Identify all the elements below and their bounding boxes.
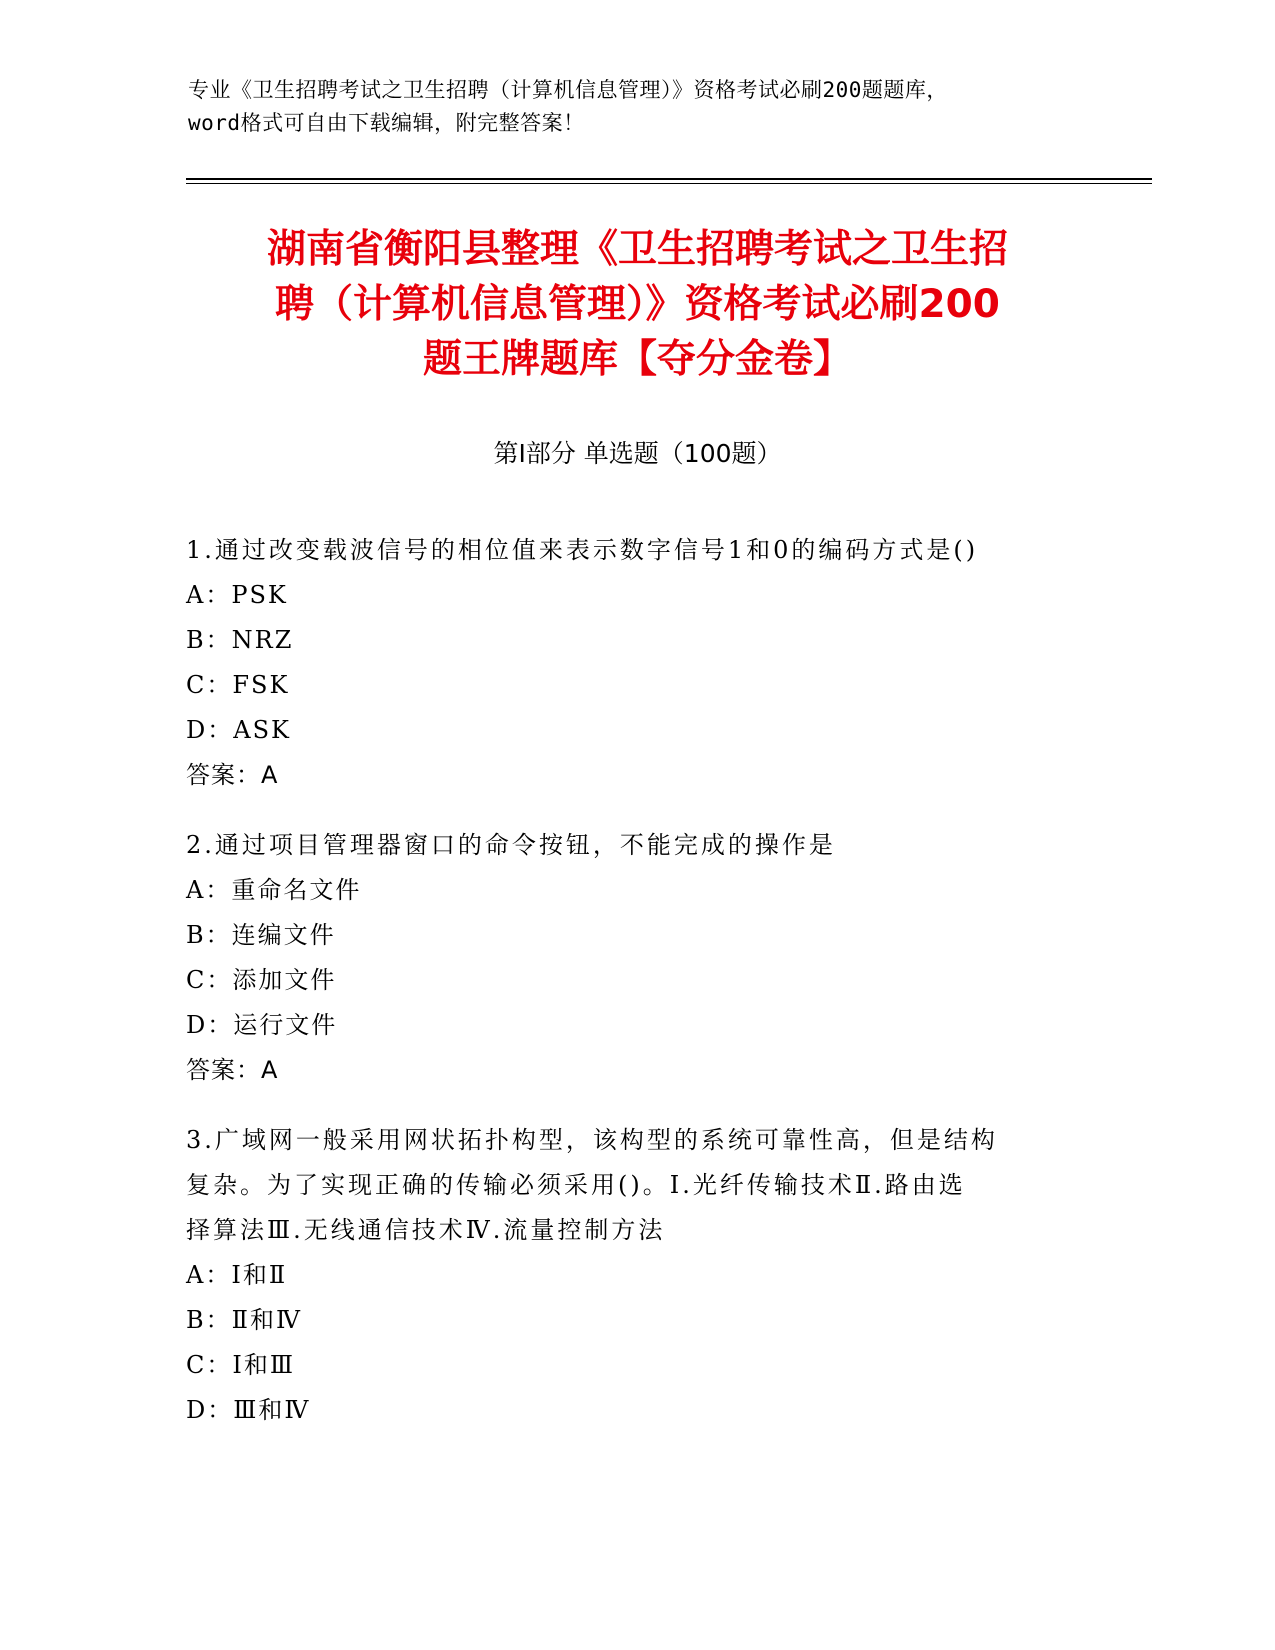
- header-note-line-1: 专业《卫生招聘考试之卫生招聘（计算机信息管理）》资格考试必刷200题题库，: [188, 78, 948, 102]
- question-2: [186, 823, 1086, 1093]
- option-key: C：: [186, 1351, 233, 1379]
- question-1: [186, 528, 1086, 798]
- option-text: Ⅲ和Ⅳ: [233, 1396, 311, 1424]
- option-key: A：: [186, 581, 232, 609]
- option-key: C：: [186, 966, 233, 994]
- option-key: A：: [186, 876, 232, 904]
- question-stem-line-1: 3.广域网一般采用网状拓扑构型，该构型的系统可靠性高，但是结构: [186, 1126, 998, 1154]
- question-stem-line-3: 择算法Ⅲ.无线通信技术Ⅳ.流量控制方法: [186, 1216, 666, 1244]
- answer-label: 答案：A: [186, 761, 279, 789]
- header-rule-thick: [186, 178, 1152, 180]
- option-key: D：: [186, 716, 234, 744]
- question-list: [186, 528, 1086, 1458]
- header-note: [188, 74, 1088, 140]
- option-text: 运行文件: [233, 1011, 338, 1039]
- option-text: Ⅰ和Ⅱ: [231, 1261, 288, 1289]
- option-d: [186, 1003, 1086, 1048]
- option-a: [186, 868, 1086, 913]
- question-stem-line-2: 复杂。为了实现正确的传输必须采用()。Ⅰ.光纤传输技术Ⅱ.路由选: [186, 1171, 966, 1199]
- option-text: NRZ: [231, 626, 294, 654]
- option-key: A：: [186, 1261, 232, 1289]
- option-key: B：: [186, 626, 232, 654]
- option-text: 添加文件: [232, 966, 337, 994]
- option-b: [186, 913, 1086, 958]
- option-text: Ⅱ和Ⅳ: [231, 1306, 302, 1334]
- option-text: Ⅰ和Ⅲ: [232, 1351, 295, 1379]
- section-heading: 第Ⅰ部分 单选题（100题）: [493, 439, 782, 468]
- option-b: [186, 1298, 1086, 1343]
- title-line-3: 题王牌题库【夺分金卷】: [422, 337, 852, 382]
- option-a: [186, 573, 1086, 618]
- option-key: D：: [186, 1011, 234, 1039]
- question-3: [186, 1118, 1086, 1433]
- option-d: [186, 1388, 1086, 1433]
- option-text: ASK: [233, 716, 291, 744]
- document-title: [170, 222, 1105, 387]
- option-b: [186, 618, 1086, 663]
- header-rule-thin: [186, 183, 1152, 184]
- option-a: [186, 1253, 1086, 1298]
- option-text: FSK: [232, 671, 290, 699]
- title-line-1: 湖南省衡阳县整理《卫生招聘考试之卫生招: [266, 227, 1008, 272]
- question-stem: 2.通过项目管理器窗口的命令按钮，不能完成的操作是: [186, 831, 836, 859]
- option-text: 重命名文件: [231, 876, 362, 904]
- answer-label: 答案：A: [186, 1056, 279, 1084]
- option-c: [186, 1343, 1086, 1388]
- option-key: B：: [186, 921, 232, 949]
- question-stem: 1.通过改变载波信号的相位值来表示数字信号1和0的编码方式是(): [186, 536, 979, 564]
- option-text: PSK: [231, 581, 288, 609]
- option-key: C：: [186, 671, 233, 699]
- option-key: B：: [186, 1306, 232, 1334]
- option-d: [186, 708, 1086, 753]
- header-note-line-2: word格式可自由下载编辑，附完整答案！: [188, 111, 585, 135]
- option-c: [186, 958, 1086, 1003]
- option-c: [186, 663, 1086, 708]
- option-text: 连编文件: [231, 921, 336, 949]
- title-line-2: 聘（计算机信息管理）》资格考试必刷200: [275, 282, 1000, 327]
- option-key: D：: [186, 1396, 234, 1424]
